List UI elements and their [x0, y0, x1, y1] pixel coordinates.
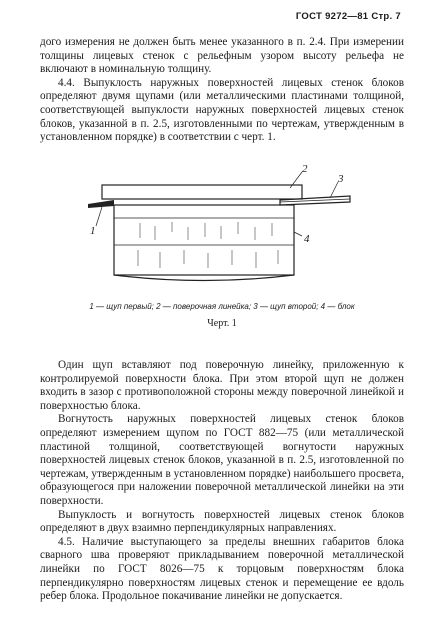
figure-label-1: 1 [90, 225, 96, 237]
paragraph: 4.5. Наличие выступающего за пределы внешних габаритов блока сварного шва проверяют прикладыванием поверочной металлической линейки по ГОСТ 8026—75 к торцовым поверхностям блока перпендикулярно поверхностям лицевых стенок и перемещение ее вдоль ребер блока. Продольное покачивание линейки не допускается. [40, 535, 404, 603]
text-block-top [40, 36, 404, 145]
feeler-gauge-1 [88, 200, 114, 208]
block [114, 205, 294, 275]
straightedge [102, 185, 302, 199]
figure-caption: Черт. 1 [207, 318, 237, 329]
figure-label-4: 4 [304, 233, 310, 245]
figure-drawing [80, 160, 370, 295]
paragraph: Один щуп вставляют под поверочную линейку, приложенную к контролируемой поверхности блока. При этом второй щуп не должен входить в зазор с противоположной стороны между поверочной линейкой и поверхностью блока. [40, 359, 404, 412]
page-header: ГОСТ 9272—81 Стр. 7 [295, 11, 401, 22]
figure-label-3: 3 [338, 173, 344, 185]
paragraph: 4.4. Выпуклость наружных поверхностей лицевых стенок блоков определяют двумя щупами (или металлическими пластинами толщиной, соответствующей выпуклости наружных поверхностей лицевых стенок блоков, указанной в п. 2.5, изготовленными по чертежам, утвержденным в установленном порядке) в соответствии с черт. 1. [40, 76, 404, 144]
paragraph: дого измерения не должен быть менее указанного в п. 2.4. При измерении толщины лицевых стенок с рельефным узором высоту рельефа не включают в номинальную толщину. [40, 36, 404, 76]
figure-label-2: 2 [302, 163, 308, 175]
paragraph: Выпуклость и вогнутость поверхностей лицевых стенок блоков определяют в двух взаимно перпендикулярных направлениях. [40, 508, 404, 535]
figure-legend: 1 — щуп первый; 2 — поверочная линейка; 3 — щуп второй; 4 — блок [89, 302, 355, 311]
paragraph: Вогнутость наружных поверхностей лицевых стенок блоков определяют измерением щупом по ГОСТ 882—75 (или металлической пластиной толщиной, соответствующей вогнутости наружных поверхностей лицевых стенок блоков, указанной в п. 2.5, изготовленной по чертежам, утвержденным в установленном порядке) наибольшего просвета, образующегося при наложении поверочной металлической линейки на эти поверхности. [40, 413, 404, 507]
text-block-bottom [40, 359, 404, 604]
